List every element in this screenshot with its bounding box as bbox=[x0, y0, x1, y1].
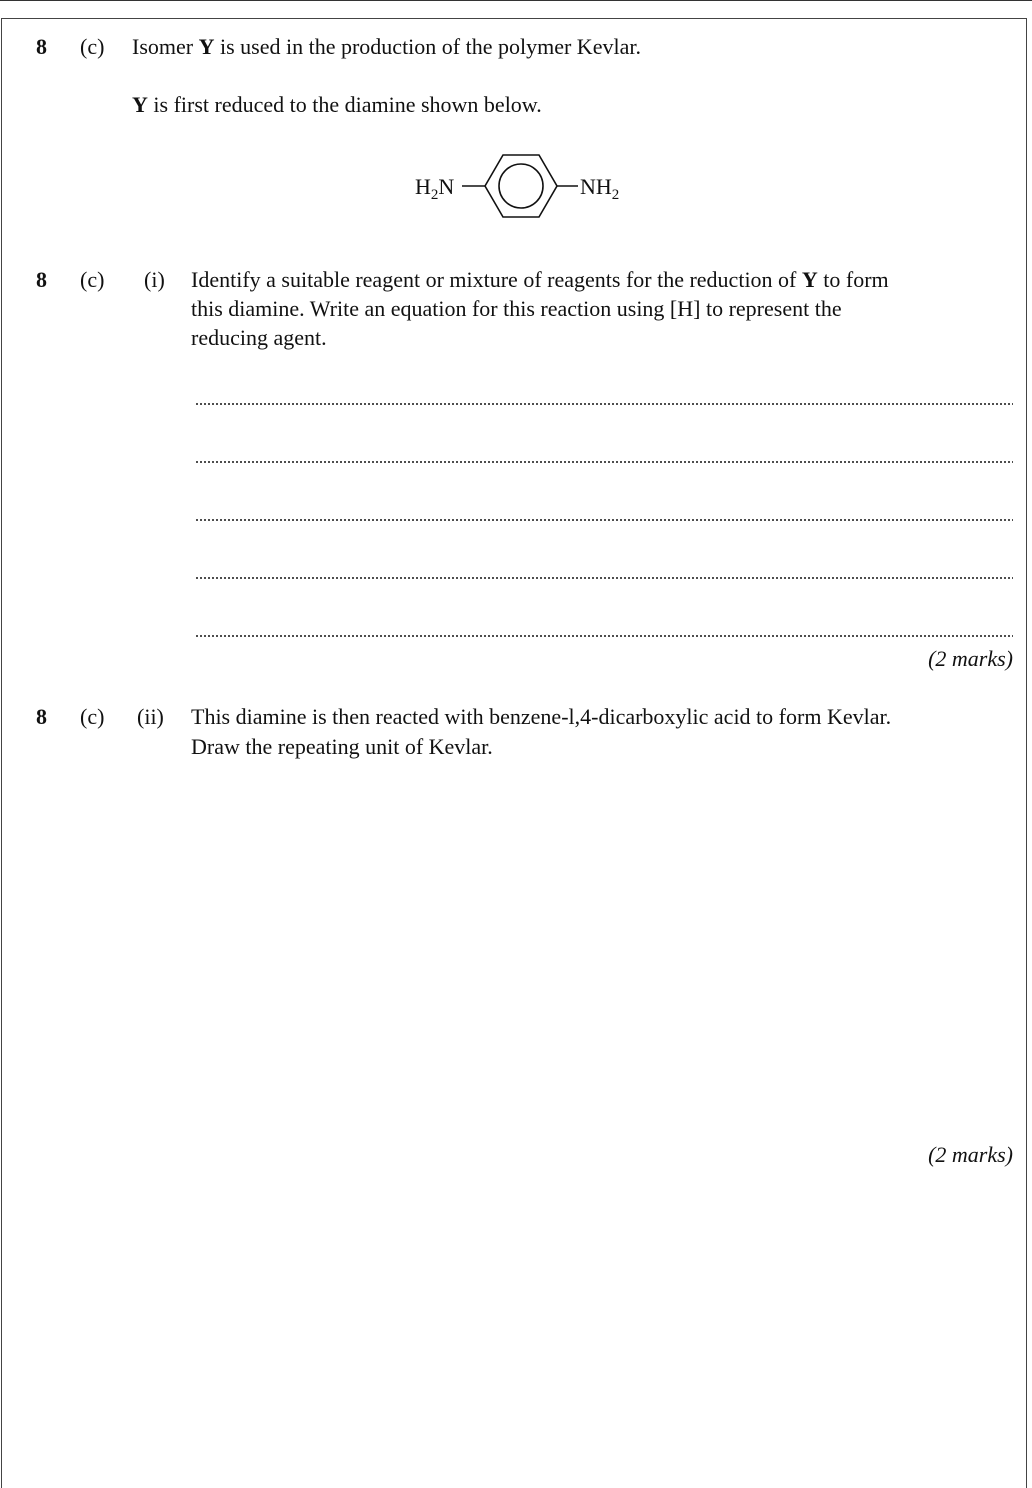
sub-i-part: (c) bbox=[80, 267, 105, 292]
page-frame bbox=[1, 18, 1027, 1488]
sub-ii-line-1: This diamine is then reacted with benzene-l,4-dicarboxylic acid to form Kevlar. bbox=[191, 704, 892, 729]
intro-bold: Y bbox=[198, 34, 215, 59]
sub-i-line-1 bbox=[191, 265, 889, 295]
intro-text bbox=[132, 32, 641, 62]
top-rule bbox=[0, 0, 1032, 1]
right-sub: 2 bbox=[611, 187, 620, 203]
answer-line-5[interactable] bbox=[195, 635, 1013, 637]
sub-ii-number: 8 bbox=[36, 704, 47, 729]
left-sub: 2 bbox=[430, 187, 439, 203]
sub-i-line1-post: to form bbox=[817, 267, 889, 292]
line2-bold: Y bbox=[132, 92, 148, 117]
answer-line-3[interactable] bbox=[195, 519, 1013, 521]
intro-line-2 bbox=[132, 90, 542, 120]
aromatic-circle bbox=[499, 164, 543, 208]
structure-left-label bbox=[415, 172, 454, 202]
question-part: (c) bbox=[80, 34, 105, 59]
line2-post: is first reduced to the diamine shown below. bbox=[147, 92, 542, 117]
answer-line-2[interactable] bbox=[195, 461, 1013, 463]
sub-i-marks: (2 marks) bbox=[928, 646, 1013, 671]
benzene-ring-structure bbox=[460, 150, 580, 222]
intro-pre: Isomer bbox=[132, 34, 199, 59]
left-h: H bbox=[415, 174, 431, 199]
sub-i-line1-bold: Y bbox=[801, 267, 818, 292]
sub-ii-line-2: Draw the repeating unit of Kevlar. bbox=[191, 734, 493, 759]
sub-i-line1-pre: Identify a suitable reagent or mixture of reagents for the reduction of bbox=[191, 267, 802, 292]
intro-post: is used in the production of the polymer Kevlar. bbox=[214, 34, 641, 59]
answer-line-1[interactable] bbox=[195, 403, 1013, 405]
sub-i-line-3: reducing agent. bbox=[191, 325, 327, 350]
question-number: 8 bbox=[36, 34, 47, 59]
sub-i-roman: (i) bbox=[144, 267, 165, 292]
sub-i-number: 8 bbox=[36, 267, 47, 292]
right-nh: NH bbox=[580, 174, 612, 199]
sub-i-line-2: this diamine. Write an equation for this reaction using [H] to represent the bbox=[191, 296, 842, 321]
sub-ii-marks: (2 marks) bbox=[928, 1142, 1013, 1167]
drawing-area[interactable] bbox=[191, 775, 1013, 1135]
sub-ii-part: (c) bbox=[80, 704, 105, 729]
answer-line-4[interactable] bbox=[195, 577, 1013, 579]
sub-ii-roman: (ii) bbox=[137, 704, 164, 729]
left-n: N bbox=[438, 174, 455, 199]
structure-right-label bbox=[580, 172, 619, 202]
